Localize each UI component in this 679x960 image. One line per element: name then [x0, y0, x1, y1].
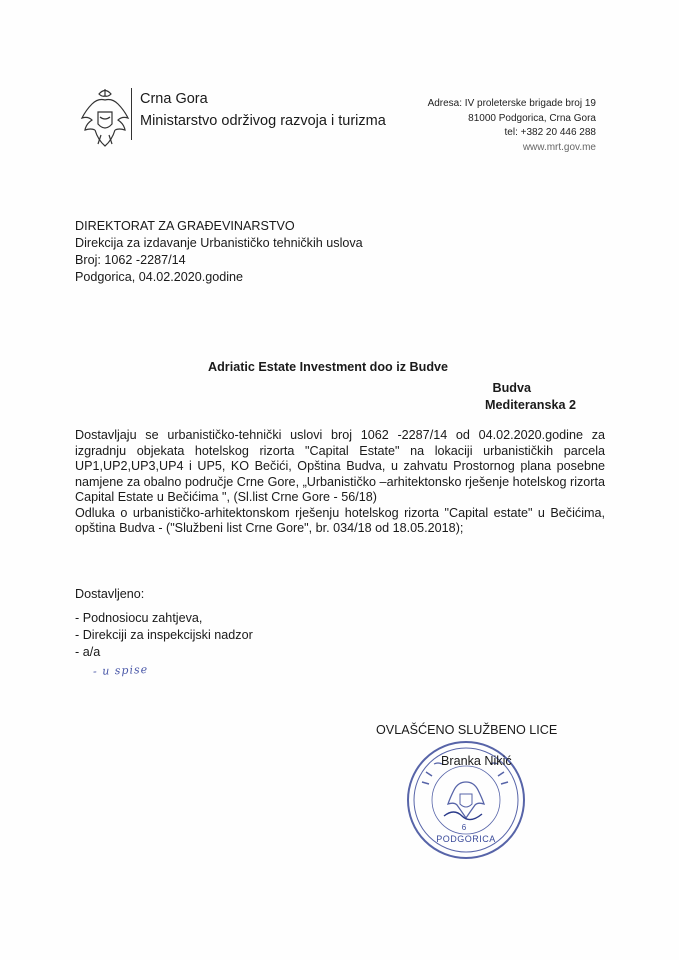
header-divider — [131, 88, 132, 140]
sender-block — [75, 218, 363, 286]
recipient-city: Budva — [492, 381, 531, 395]
directorate-name: DIREKTORAT ZA GRAĐEVINARSTVO — [75, 219, 295, 233]
delivery-heading: Dostavljeno: — [75, 587, 145, 601]
department-name: Direkcija za izdavanje Urbanističko tehničkih uslova — [75, 236, 363, 250]
letter-body — [75, 428, 605, 537]
seal-city: PODGORICA — [436, 834, 496, 844]
delivery-item: - Direkciji za inspekcijski nadzor — [75, 628, 253, 642]
handwritten-note: - u spise — [92, 663, 149, 678]
address-city: 81000 Podgorica, Crna Gora — [468, 112, 596, 124]
country-name: Crna Gora — [140, 91, 208, 107]
delivery-item: - a/a — [75, 645, 101, 659]
place-date: Podgorica, 04.02.2020.godine — [75, 270, 244, 284]
seal-number: 6 — [461, 823, 467, 832]
ministry-header — [140, 88, 386, 132]
signer-name: Branka Nikić — [441, 754, 512, 768]
body-paragraph-2: Odluka o urbanističko-arhitektonskom rješenju hotelskog rizorta "Capital estate" u Bečićima, opština Budva - ("Službeni list Crne Gore", br. 034/18 od 18.05.2018); — [75, 505, 605, 535]
ministry-name: Ministarstvo održivog razvoja i turizma — [140, 113, 386, 129]
body-paragraph-1: Dostavljaju se urbanističko-tehnički uslovi broj 1062 -2287/14 od 04.02.2020.godine za izgradnju objekata hotelskog rizorta "Capital Estate" na lokaciji urbanističkih parcela UP1,UP2,UP3,UP4 i UP5, KO Bečići, Opština Budva, u zahvatu Prostornog plana posebne namjene za obalno područje Crne Gore, „Urbanističko –arhitektonsko rješenje hotelskog rizorta Capital Estate u Bečićima ", (Sl.list Crne Gore - 56/18) — [75, 428, 605, 504]
ministry-address — [428, 97, 596, 155]
official-title: OVLAŠĆENO SLUŽBENO LICE — [376, 723, 558, 737]
document-number: Broj: 1062 -2287/14 — [75, 253, 186, 267]
address-phone: tel: +382 20 446 288 — [504, 127, 596, 138]
recipient-name: Adriatic Estate Investment doo iz Budve — [208, 360, 449, 374]
address-street: Adresa: IV proleterske brigade broj 19 — [427, 98, 596, 109]
delivery-item: - Podnosiocu zahtjeva, — [75, 611, 203, 625]
delivery-list — [75, 610, 253, 661]
address-website: www.mrt.gov.me — [522, 141, 596, 153]
recipient-street: Mediteranska 2 — [485, 398, 576, 412]
coat-of-arms-icon — [78, 88, 132, 152]
